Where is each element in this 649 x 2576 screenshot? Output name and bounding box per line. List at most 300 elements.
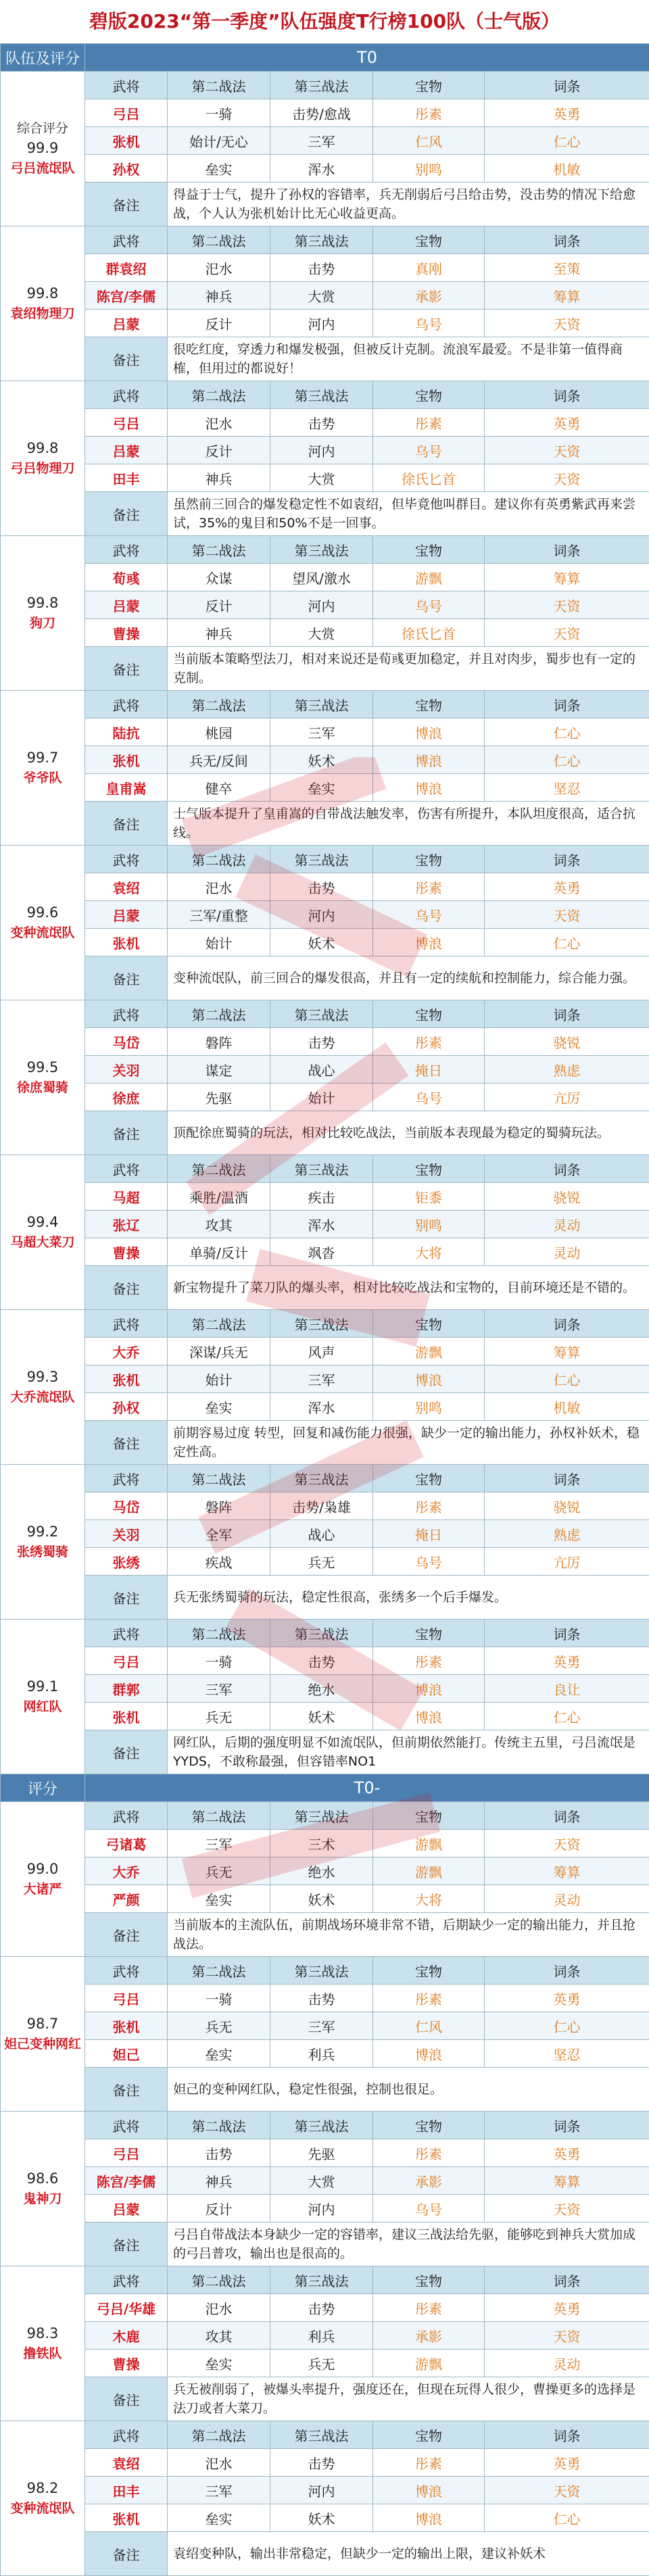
general-name: 严颜: [85, 1885, 168, 1913]
column-header: 宝物: [373, 1310, 485, 1338]
column-header: 第二战法: [168, 2112, 270, 2139]
third-skill: 浑水: [270, 1211, 373, 1238]
treasure: 乌号: [373, 901, 485, 929]
column-header: 宝物: [373, 1155, 485, 1183]
treasure: 博浪: [373, 746, 485, 774]
general-row: [1, 1238, 649, 1266]
column-header: 第三战法: [270, 381, 373, 409]
second-skill: 一骑: [168, 99, 270, 127]
column-header: 第三战法: [270, 1000, 373, 1028]
column-header: 词条: [485, 2421, 649, 2449]
column-header: 第三战法: [270, 1465, 373, 1492]
column-header: 武将: [85, 381, 168, 409]
third-skill: 大赏: [270, 282, 373, 310]
second-skill: 神兵: [168, 2167, 270, 2195]
team-score-cell: [1, 2266, 85, 2421]
general-row: [1, 1028, 649, 1056]
column-header: 第二战法: [168, 536, 270, 564]
column-header: 第二战法: [168, 691, 270, 719]
team-score: 99.8: [1, 593, 85, 613]
column-header: 武将: [85, 1802, 168, 1830]
treasure: 乌号: [373, 1548, 485, 1576]
note-label: 备注: [85, 1730, 168, 1774]
trait: 机敏: [485, 1393, 649, 1421]
general-row: [1, 1492, 649, 1520]
general-row: [1, 127, 649, 155]
note-row: [1, 802, 649, 846]
team-score: 99.8: [1, 438, 85, 458]
column-header: 宝物: [373, 72, 485, 99]
treasure: 彤素: [373, 409, 485, 437]
general-row: [1, 1211, 649, 1238]
team-score: 99.3: [1, 1367, 85, 1387]
team-score: 99.6: [1, 902, 85, 923]
team-name: 弓吕流氓队: [1, 158, 85, 178]
column-header: 武将: [85, 1957, 168, 1985]
treasure: 真刚: [373, 254, 485, 282]
second-skill: 三军: [168, 1830, 270, 1857]
treasure: 徐氏匕首: [373, 619, 485, 647]
second-skill: 三军/重整: [168, 901, 270, 929]
team-note: 很吃红度，穿透力和爆发极强，但被反计克制。流浪军最爱。不是非第一值得商榷，但用过的都说好！: [168, 337, 649, 381]
general-row: [1, 873, 649, 901]
column-header: 第二战法: [168, 1465, 270, 1492]
column-header: 第三战法: [270, 2266, 373, 2294]
team-name: 妲己变种网红: [1, 2034, 85, 2054]
treasure: 彤素: [373, 1647, 485, 1675]
trait: 天资: [485, 1830, 649, 1857]
second-skill: 击势: [168, 2139, 270, 2167]
trait: 坚忍: [485, 2040, 649, 2068]
general-row: [1, 437, 649, 464]
column-header: 宝物: [373, 381, 485, 409]
team-header-row: [1, 226, 649, 254]
team-score: 99.4: [1, 1212, 85, 1232]
team-name: 鬼神刀: [1, 2189, 85, 2209]
general-name: 张机: [85, 746, 168, 774]
treasure: 博浪: [373, 2477, 485, 2504]
trait: 天资: [485, 2477, 649, 2504]
third-skill: 妖术: [270, 1703, 373, 1730]
general-name: 大乔: [85, 1857, 168, 1885]
second-skill: 反计: [168, 2195, 270, 2222]
general-name: 大乔: [85, 1338, 168, 1365]
general-row: [1, 1365, 649, 1393]
team-score: 99.7: [1, 748, 85, 768]
general-name: 张辽: [85, 1211, 168, 1238]
column-header: 第二战法: [168, 2421, 270, 2449]
column-header: 词条: [485, 691, 649, 719]
second-skill: 攻其: [168, 1211, 270, 1238]
note-row: [1, 337, 649, 381]
treasure: 彤素: [373, 2139, 485, 2167]
third-skill: 风声: [270, 1338, 373, 1365]
general-name: 吕蒙: [85, 310, 168, 337]
second-skill: 深谋/兵无: [168, 1338, 270, 1365]
general-row: [1, 564, 649, 591]
treasure: 博浪: [373, 2504, 485, 2532]
trait: 灵动: [485, 2350, 649, 2377]
third-skill: 绝水: [270, 1857, 373, 1885]
second-skill: 兵无: [168, 2012, 270, 2040]
general-row: [1, 1885, 649, 1913]
column-header: 第三战法: [270, 226, 373, 254]
note-row: [1, 1730, 649, 1774]
second-skill: 汜水: [168, 2449, 270, 2477]
general-row: [1, 464, 649, 492]
column-header: 第三战法: [270, 2421, 373, 2449]
general-row: [1, 774, 649, 802]
column-header: 武将: [85, 1620, 168, 1647]
general-name: 陈宫/李儒: [85, 2167, 168, 2195]
general-row: [1, 409, 649, 437]
team-score: 98.3: [1, 2323, 85, 2343]
team-score-cell: [1, 691, 85, 846]
column-header: 词条: [485, 1957, 649, 1985]
general-name: 徐庶: [85, 1084, 168, 1111]
general-row: [1, 2167, 649, 2195]
column-header: 武将: [85, 226, 168, 254]
team-name: 徐庶蜀骑: [1, 1077, 85, 1098]
team-header-row: [1, 691, 649, 719]
note-row: [1, 1421, 649, 1465]
column-header: 第三战法: [270, 536, 373, 564]
third-skill: 利兵: [270, 2322, 373, 2350]
treasure: 博浪: [373, 719, 485, 746]
treasure: 彤素: [373, 2294, 485, 2322]
treasure: 游飘: [373, 1857, 485, 1885]
note-row: [1, 492, 649, 536]
treasure: 博浪: [373, 774, 485, 802]
third-skill: 绝水: [270, 1675, 373, 1703]
treasure: 博浪: [373, 1675, 485, 1703]
team-score-cell: [1, 2421, 85, 2576]
general-row: [1, 2195, 649, 2222]
column-header: 武将: [85, 2421, 168, 2449]
team-score-cell: [1, 1465, 85, 1620]
column-header: 词条: [485, 1802, 649, 1830]
general-row: [1, 1985, 649, 2012]
third-skill: 兵无: [270, 1548, 373, 1576]
tier-left-label: 评分: [1, 1774, 85, 1802]
treasure: 乌号: [373, 591, 485, 619]
note-label: 备注: [85, 1266, 168, 1310]
general-name: 木鹿: [85, 2322, 168, 2350]
team-note: 得益于士气，提升了孙权的容错率，兵无削弱后弓吕给击势，没击势的情况下给愈战，个人认为张机始计比无心收益更高。: [168, 183, 649, 226]
team-score-cell: [1, 1000, 85, 1155]
second-skill: 谋定: [168, 1056, 270, 1084]
treasure: 大将: [373, 1238, 485, 1266]
general-name: 孙权: [85, 1393, 168, 1421]
team-note: 虽然前三回合的爆发稳定性不如袁绍，但毕竟他叫群目。建议你有英勇紫武再来尝试，35%的鬼目和50%不是一回事。: [168, 492, 649, 536]
column-header: 第三战法: [270, 1802, 373, 1830]
trait: 筹算: [485, 1338, 649, 1365]
trait: 天资: [485, 591, 649, 619]
general-row: [1, 1703, 649, 1730]
team-score-cell: [1, 381, 85, 536]
treasure: 掩日: [373, 1056, 485, 1084]
column-header: 第三战法: [270, 1620, 373, 1647]
note-label: 备注: [85, 1913, 168, 1957]
team-header-row: [1, 1155, 649, 1183]
trait: 亢厉: [485, 1084, 649, 1111]
team-note: 兵无被削弱了，被爆头率提升，强度还在，但现在玩得人很少，曹操更多的选择是法刀或者大菜刀。: [168, 2377, 649, 2421]
second-skill: 一骑: [168, 1647, 270, 1675]
treasure: 博浪: [373, 1703, 485, 1730]
trait: 骁锐: [485, 1492, 649, 1520]
team-score: 99.8: [1, 283, 85, 303]
trait: 仁心: [485, 1365, 649, 1393]
note-row: [1, 1913, 649, 1957]
trait: 仁心: [485, 746, 649, 774]
third-skill: 利兵: [270, 2040, 373, 2068]
second-skill: 磐阵: [168, 1492, 270, 1520]
trait: 天资: [485, 2322, 649, 2350]
general-name: 群袁绍: [85, 254, 168, 282]
general-row: [1, 1830, 649, 1857]
third-skill: 击势: [270, 2294, 373, 2322]
team-score: 99.0: [1, 1859, 85, 1879]
column-header: 第三战法: [270, 691, 373, 719]
general-row: [1, 591, 649, 619]
note-label: 备注: [85, 1111, 168, 1155]
column-header: 武将: [85, 691, 168, 719]
trait: 至策: [485, 254, 649, 282]
treasure: 乌号: [373, 2195, 485, 2222]
general-row: [1, 2350, 649, 2377]
third-skill: 疾击: [270, 1183, 373, 1211]
general-row: [1, 2040, 649, 2068]
team-header-row: [1, 846, 649, 873]
team-name: 袁绍物理刀: [1, 303, 85, 324]
team-note: 新宝物提升了菜刀队的爆头率，相对比较吃战法和宝物的，目前环境还是不错的。: [168, 1266, 649, 1310]
general-row: [1, 2139, 649, 2167]
trait: 天资: [485, 2195, 649, 2222]
general-row: [1, 2322, 649, 2350]
general-name: 张机: [85, 1703, 168, 1730]
third-skill: 兵无: [270, 2350, 373, 2377]
treasure: 乌号: [373, 310, 485, 337]
general-row: [1, 155, 649, 183]
general-row: [1, 619, 649, 647]
second-skill: 汜水: [168, 254, 270, 282]
third-skill: 妖术: [270, 2504, 373, 2532]
trait: 英勇: [485, 99, 649, 127]
general-row: [1, 2504, 649, 2532]
treasure: 乌号: [373, 1084, 485, 1111]
general-name: 田丰: [85, 2477, 168, 2504]
third-skill: 大赏: [270, 2167, 373, 2195]
trait: 英勇: [485, 1985, 649, 2012]
team-note: 袁绍变种队，输出非常稳定，但缺少一定的输出上限，建议补妖术: [168, 2532, 649, 2576]
treasure: 游飘: [373, 1338, 485, 1365]
team-header-row: [1, 2266, 649, 2294]
note-label: 备注: [85, 802, 168, 846]
column-header: 宝物: [373, 1620, 485, 1647]
team-note: 弓吕自带战法本身缺少一定的容错率，建议三战法给先驱，能够吃到神兵大赏加成的弓吕普攻，输出也是很高的。: [168, 2222, 649, 2266]
general-name: 马岱: [85, 1492, 168, 1520]
team-score-cell: [1, 2112, 85, 2266]
trait: 英勇: [485, 873, 649, 901]
note-label: 备注: [85, 2068, 168, 2112]
column-header: 词条: [485, 226, 649, 254]
second-skill: 汜水: [168, 873, 270, 901]
trait: 仁心: [485, 719, 649, 746]
treasure: 钜黍: [373, 1183, 485, 1211]
third-skill: 战心: [270, 1520, 373, 1548]
second-skill: 反计: [168, 437, 270, 464]
team-note: 士气版本提升了皇甫嵩的自带战法触发率，伤害有所提升，本队坦度很高，适合抗线。: [168, 802, 649, 846]
treasure: 乌号: [373, 437, 485, 464]
general-row: [1, 1647, 649, 1675]
column-header: 第二战法: [168, 1957, 270, 1985]
general-row: [1, 310, 649, 337]
trait: 坚忍: [485, 774, 649, 802]
general-row: [1, 2294, 649, 2322]
general-name: 弓吕: [85, 2139, 168, 2167]
third-skill: 先驱: [270, 2139, 373, 2167]
team-note: 变种流氓队，前三回合的爆发很高，并且有一定的续航和控制能力，综合能力强。: [168, 956, 649, 1000]
third-skill: 三军: [270, 719, 373, 746]
second-skill: 乘胜/温酒: [168, 1183, 270, 1211]
third-skill: 击势: [270, 1028, 373, 1056]
second-skill: 众谋: [168, 564, 270, 591]
trait: 骁锐: [485, 1183, 649, 1211]
general-name: 陆抗: [85, 719, 168, 746]
third-skill: 妖术: [270, 746, 373, 774]
team-name: 弓吕物理刀: [1, 458, 85, 479]
team-score: 99.9: [1, 138, 85, 158]
treasure: 别鸣: [373, 1393, 485, 1421]
second-skill: 汜水: [168, 2294, 270, 2322]
trait: 熟虑: [485, 1056, 649, 1084]
trait: 仁心: [485, 929, 649, 956]
trait: 英勇: [485, 2294, 649, 2322]
team-header-row: [1, 1957, 649, 1985]
column-header: 第二战法: [168, 2266, 270, 2294]
column-header: 词条: [485, 2266, 649, 2294]
general-name: 吕蒙: [85, 2195, 168, 2222]
second-skill: 健卒: [168, 774, 270, 802]
team-name: 变种流氓队: [1, 923, 85, 943]
trait: 骁锐: [485, 1028, 649, 1056]
second-skill: 全军: [168, 1520, 270, 1548]
column-header: 第二战法: [168, 1802, 270, 1830]
team-note: 妲己的变种网红队，稳定性很强，控制也很足。: [168, 2068, 649, 2112]
general-row: [1, 254, 649, 282]
team-header-row: [1, 2112, 649, 2139]
third-skill: 浑水: [270, 155, 373, 183]
team-score-cell: [1, 846, 85, 1000]
team-name: 变种流氓队: [1, 2498, 85, 2519]
general-name: 田丰: [85, 464, 168, 492]
general-name: 张绣: [85, 1548, 168, 1576]
third-skill: 击势: [270, 2449, 373, 2477]
note-row: [1, 1576, 649, 1620]
third-skill: 飒沓: [270, 1238, 373, 1266]
team-header-row: [1, 1802, 649, 1830]
team-header-row: [1, 2421, 649, 2449]
treasure: 游飘: [373, 564, 485, 591]
note-label: 备注: [85, 2532, 168, 2576]
general-name: 马岱: [85, 1028, 168, 1056]
third-skill: 始计: [270, 1084, 373, 1111]
third-skill: 河内: [270, 591, 373, 619]
column-header: 第二战法: [168, 381, 270, 409]
trait: 天资: [485, 310, 649, 337]
general-name: 张机: [85, 2012, 168, 2040]
second-skill: 神兵: [168, 619, 270, 647]
column-header: 第二战法: [168, 1620, 270, 1647]
third-skill: 击势: [270, 1647, 373, 1675]
column-header: 词条: [485, 1155, 649, 1183]
treasure: 游飘: [373, 2350, 485, 2377]
third-skill: 击势: [270, 873, 373, 901]
trait: 筹算: [485, 2167, 649, 2195]
trait: 英勇: [485, 2139, 649, 2167]
second-skill: 始计/无心: [168, 127, 270, 155]
column-header: 武将: [85, 2112, 168, 2139]
treasure: 徐氏匕首: [373, 464, 485, 492]
column-header: 第三战法: [270, 72, 373, 99]
third-skill: 望风/激水: [270, 564, 373, 591]
note-row: [1, 2068, 649, 2112]
team-score: 98.6: [1, 2168, 85, 2189]
column-header: 宝物: [373, 226, 485, 254]
second-skill: 神兵: [168, 464, 270, 492]
treasure: 掩日: [373, 1520, 485, 1548]
general-name: 荀彧: [85, 564, 168, 591]
column-header: 宝物: [373, 691, 485, 719]
third-skill: 击势/愈战: [270, 99, 373, 127]
third-skill: 击势: [270, 1985, 373, 2012]
third-skill: 河内: [270, 901, 373, 929]
second-skill: 汜水: [168, 409, 270, 437]
column-header: 宝物: [373, 2112, 485, 2139]
team-header-row: [1, 1310, 649, 1338]
general-row: [1, 901, 649, 929]
second-skill: 垒实: [168, 1885, 270, 1913]
note-row: [1, 647, 649, 691]
team-score-cell: [1, 1310, 85, 1465]
third-skill: 击势/枭雄: [270, 1492, 373, 1520]
general-name: 张机: [85, 929, 168, 956]
general-name: 袁绍: [85, 2449, 168, 2477]
team-score-cell: [1, 226, 85, 381]
note-label: 备注: [85, 647, 168, 691]
column-header: 宝物: [373, 1000, 485, 1028]
treasure: 彤素: [373, 873, 485, 901]
column-header: 武将: [85, 1000, 168, 1028]
note-label: 备注: [85, 337, 168, 381]
team-score-cell: [1, 1957, 85, 2112]
page-title: 碧版2023“第一季度”队伍强度T行榜100队（士气版）: [0, 0, 649, 43]
second-skill: 垒实: [168, 2040, 270, 2068]
column-header: 第二战法: [168, 1155, 270, 1183]
general-row: [1, 1548, 649, 1576]
general-row: [1, 2477, 649, 2504]
team-note: 顶配徐庶蜀骑的玩法，相对比较吃战法，当前版本表现最为稳定的蜀骑玩法。: [168, 1111, 649, 1155]
general-row: [1, 1393, 649, 1421]
column-header: 武将: [85, 72, 168, 99]
column-header: 武将: [85, 1465, 168, 1492]
second-skill: 兵无: [168, 1857, 270, 1885]
general-row: [1, 1056, 649, 1084]
team-score: 99.5: [1, 1057, 85, 1077]
trait: 筹算: [485, 282, 649, 310]
column-header: 词条: [485, 72, 649, 99]
third-skill: 河内: [270, 2195, 373, 2222]
